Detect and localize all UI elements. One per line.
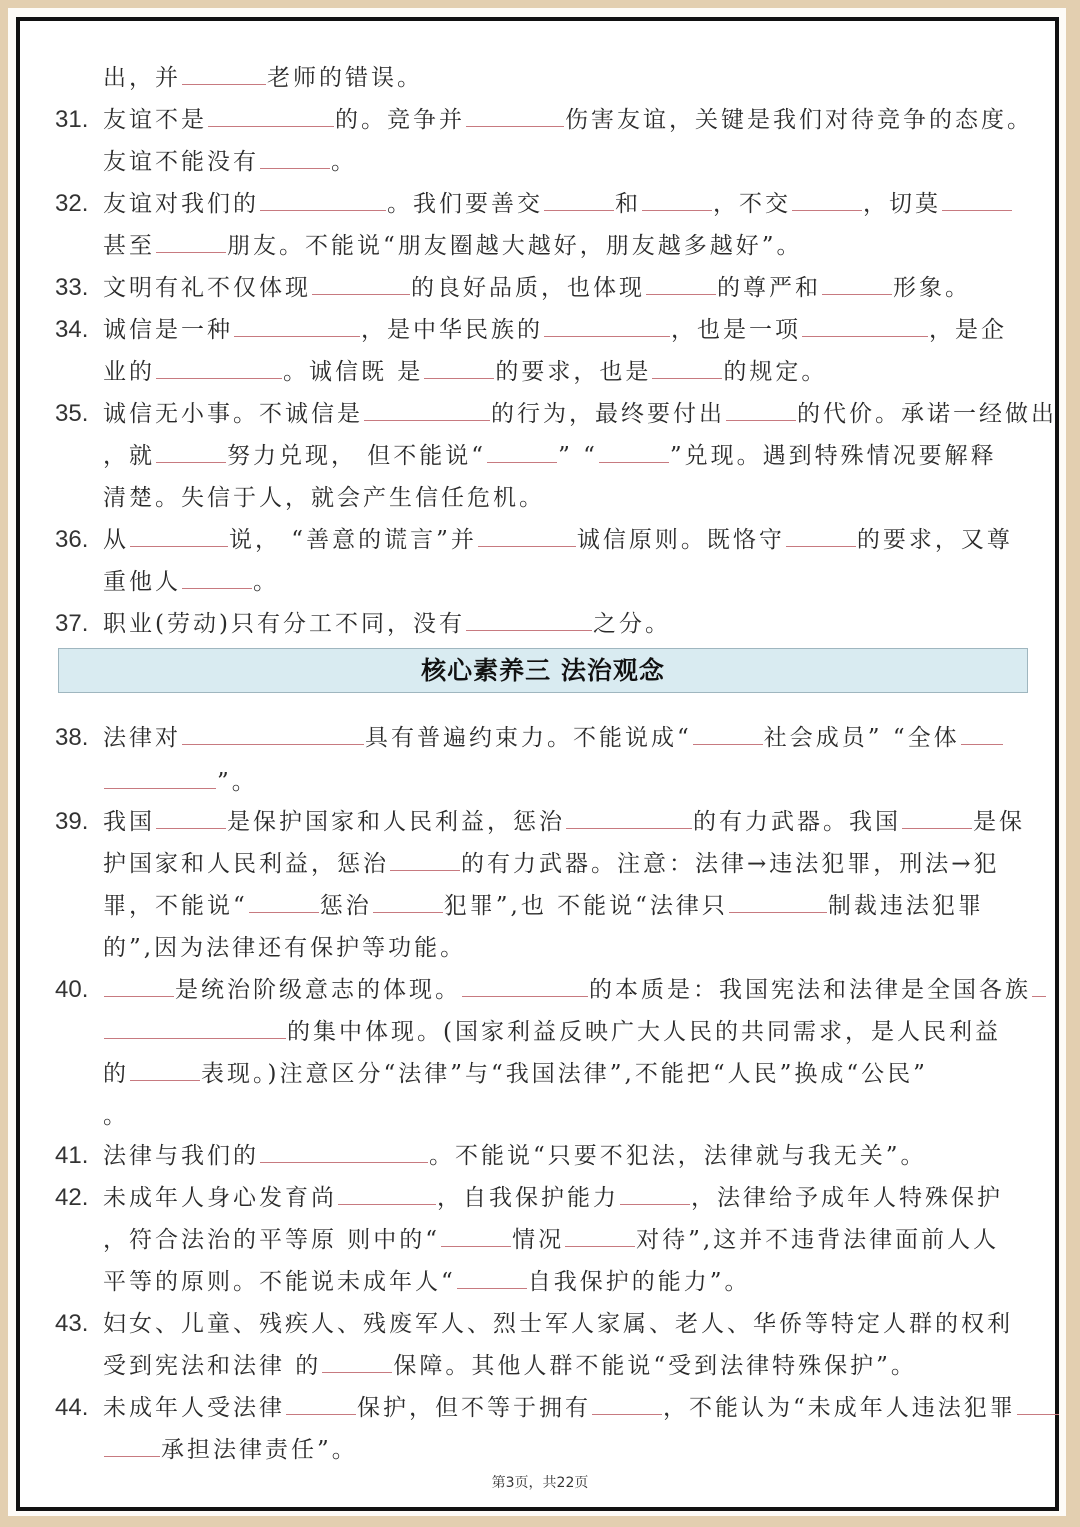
- text-segment: 的代价。承诺一经做出: [797, 401, 1057, 427]
- fill-in-blank[interactable]: [620, 1178, 690, 1205]
- text-segment: 诚信原则。既恪守: [576, 527, 785, 553]
- text-segment: ，也是一项: [671, 317, 801, 343]
- text-segment: 的要求，也是: [495, 359, 652, 385]
- text-segment: 老师的错误。: [267, 65, 423, 91]
- question-text: [103, 1136, 927, 1176]
- text-segment: 对待”,这并不违背法律面前人人: [636, 1227, 1000, 1253]
- question-text: [103, 226, 803, 266]
- text-segment: ，自我保护能力: [437, 1185, 619, 1211]
- question-text: [103, 762, 258, 802]
- text-segment: 朋友。不能说“朋友圈越大越好，朋友越多越好”。: [227, 233, 803, 259]
- text-segment: 的: [103, 1061, 129, 1087]
- question-text: [103, 394, 1057, 434]
- fill-in-blank[interactable]: [693, 718, 763, 745]
- text-segment: ”兑现。遇到特殊情况要解释: [669, 443, 997, 469]
- text-segment: ，不能认为“未成年人违法犯罪: [663, 1395, 1016, 1421]
- fill-in-blank[interactable]: [234, 310, 360, 337]
- text-segment: ，就: [103, 443, 155, 469]
- text-segment: 自我保护的能力”。: [527, 1269, 751, 1295]
- text-segment: 妇女、儿童、残疾人、残废军人、烈士军人家属、老人、华侨等特定人群的权利: [103, 1311, 1013, 1337]
- question-text: [103, 562, 279, 602]
- question-number: 38.: [55, 724, 89, 751]
- text-segment: ” “: [558, 443, 598, 469]
- fill-in-blank[interactable]: [260, 1136, 428, 1163]
- question-text: [103, 928, 466, 968]
- question-text: [103, 886, 984, 926]
- text-segment: 业的: [103, 359, 155, 385]
- question-text: [103, 1012, 1001, 1052]
- question-text: [103, 970, 1047, 1010]
- question-text: [103, 1220, 999, 1260]
- question-number: 35.: [55, 400, 89, 427]
- text-segment: 的规定。: [723, 359, 828, 385]
- question-number: 33.: [55, 274, 89, 301]
- question-number: 44.: [55, 1394, 89, 1421]
- text-segment: 是保护国家和人民利益，惩治: [227, 809, 565, 835]
- text-segment: ，是企: [929, 317, 1007, 343]
- fill-in-blank[interactable]: [156, 226, 226, 253]
- text-segment: 伤害友谊，关键是我们对待竞争的态度。: [565, 107, 1033, 133]
- text-segment: 形象。: [893, 275, 971, 301]
- text-segment: 友谊不是: [103, 107, 207, 133]
- text-segment: 情况: [512, 1227, 565, 1253]
- question-text: [103, 1346, 917, 1386]
- fill-in-blank[interactable]: [156, 352, 282, 379]
- text-segment: 制裁违法犯罪: [827, 893, 984, 919]
- text-segment: 受到宪法和法律 的: [103, 1353, 322, 1379]
- question-text: [103, 1388, 1060, 1428]
- fill-in-blank[interactable]: [104, 970, 174, 997]
- question-text: [103, 844, 1000, 884]
- fill-in-blank[interactable]: [208, 100, 334, 127]
- fill-in-blank[interactable]: [652, 352, 722, 379]
- text-segment: 我国: [103, 809, 155, 835]
- fill-in-blank[interactable]: [566, 802, 692, 829]
- text-segment: ”。: [217, 769, 258, 795]
- fill-in-blank[interactable]: [130, 1054, 200, 1081]
- text-segment: 承担法律责任”。: [161, 1437, 358, 1463]
- text-segment: 法律对: [103, 725, 181, 751]
- fill-in-blank[interactable]: [260, 142, 330, 169]
- text-segment: 未成年人受法律: [103, 1395, 285, 1421]
- question-text: [103, 520, 1013, 560]
- fill-in-blank[interactable]: [1017, 1388, 1059, 1415]
- fill-in-blank[interactable]: [286, 1388, 356, 1415]
- text-segment: 的”,因为法律还有保护等功能。: [103, 935, 467, 961]
- question-text: [103, 58, 423, 98]
- text-segment: 文明有礼不仅体现: [103, 275, 311, 301]
- fill-in-blank[interactable]: [390, 844, 460, 871]
- fill-in-blank[interactable]: [466, 604, 592, 631]
- text-segment: 未成年人身心发育尚: [103, 1185, 337, 1211]
- text-segment: 诚信是一种: [103, 317, 233, 343]
- question-text: [103, 604, 671, 644]
- text-segment: 职业(劳动)只有分工不同，没有: [103, 611, 465, 637]
- text-segment: 犯罪”,也 不能说“法律只: [443, 893, 728, 919]
- text-segment: 的本质是：我国宪法和法律是全国各族: [589, 977, 1031, 1003]
- text-segment: 的尊严和: [717, 275, 821, 301]
- fill-in-blank[interactable]: [802, 310, 928, 337]
- question-text: [103, 802, 1025, 842]
- fill-in-blank[interactable]: [156, 802, 226, 829]
- fill-in-blank[interactable]: [104, 1012, 286, 1039]
- question-text: [103, 100, 1033, 140]
- text-segment: 和: [615, 191, 641, 217]
- fill-in-blank[interactable]: [646, 268, 716, 295]
- fill-in-blank[interactable]: [466, 100, 564, 127]
- fill-in-blank[interactable]: [130, 520, 228, 547]
- text-segment: 平等的原则。不能说未成年人“: [103, 1269, 456, 1295]
- fill-in-blank[interactable]: [364, 394, 490, 421]
- fill-in-blank[interactable]: [312, 268, 410, 295]
- text-segment: 的行为，最终要付出: [491, 401, 725, 427]
- text-segment: 重他人: [103, 569, 181, 595]
- text-segment: 护国家和人民利益，惩治: [103, 851, 389, 877]
- fill-in-blank[interactable]: [726, 394, 796, 421]
- text-segment: 是保: [973, 809, 1025, 835]
- text-segment: 保障。其他人群不能说“受到法律特殊保护”。: [393, 1353, 917, 1379]
- fill-in-blank[interactable]: [457, 1262, 527, 1289]
- text-segment: ，切莫: [863, 191, 941, 217]
- text-segment: 罪，不能说“: [103, 893, 248, 919]
- fill-in-blank[interactable]: [182, 562, 252, 589]
- question-text: [103, 436, 997, 476]
- text-segment: 之分。: [592, 611, 671, 637]
- fill-in-blank[interactable]: [478, 520, 576, 547]
- text-segment: 。: [331, 149, 357, 175]
- fill-in-blank[interactable]: [642, 184, 712, 211]
- question-text: [103, 1096, 129, 1136]
- fill-in-blank[interactable]: [104, 762, 216, 789]
- fill-in-blank[interactable]: [441, 1220, 511, 1247]
- question-text: [103, 1054, 928, 1094]
- text-segment: 。: [103, 1103, 129, 1129]
- fill-in-blank[interactable]: [544, 310, 670, 337]
- text-segment: 。不能说“只要不犯法，法律就与我无关”。: [429, 1143, 927, 1169]
- section-header-law-concept: 核心素养三 法治观念: [58, 648, 1028, 693]
- fill-in-blank[interactable]: [487, 436, 557, 463]
- fill-in-blank[interactable]: [902, 802, 972, 829]
- question-text: [103, 352, 827, 392]
- text-segment: 诚信无小事。不诚信是: [103, 401, 363, 427]
- text-segment: 从: [103, 527, 129, 553]
- text-segment: 的有力武器。我国: [693, 809, 901, 835]
- fill-in-blank[interactable]: [592, 1388, 662, 1415]
- page-number-footer: 第3页，共22页: [491, 1475, 589, 1491]
- text-segment: 社会成员” “全体: [763, 725, 960, 751]
- question-number: 34.: [55, 316, 89, 343]
- fill-in-blank[interactable]: [260, 184, 386, 211]
- question-text: [103, 718, 1004, 758]
- fill-in-blank[interactable]: [729, 886, 827, 913]
- question-number: 31.: [55, 106, 89, 133]
- question-text: [103, 1304, 1013, 1344]
- question-text: [103, 1430, 358, 1470]
- question-text: [103, 142, 357, 182]
- text-segment: 友谊对我们的: [103, 191, 259, 217]
- fill-in-blank[interactable]: [462, 970, 588, 997]
- text-segment: ，不交: [713, 191, 791, 217]
- text-segment: ，是中华民族的: [361, 317, 543, 343]
- text-segment: 。诚信既 是: [283, 359, 424, 385]
- question-number: 32.: [55, 190, 89, 217]
- text-segment: 甚至: [103, 233, 155, 259]
- fill-in-blank[interactable]: [792, 184, 862, 211]
- fill-in-blank[interactable]: [338, 1178, 436, 1205]
- text-segment: 的良好品质，也体现: [411, 275, 645, 301]
- question-number: 43.: [55, 1310, 89, 1337]
- fill-in-blank[interactable]: [322, 1346, 392, 1373]
- question-text: [103, 1178, 1003, 1218]
- text-segment: ，法律给予成年人特殊保护: [691, 1185, 1003, 1211]
- text-segment: 友谊不能没有: [103, 149, 259, 175]
- question-number: 42.: [55, 1184, 89, 1211]
- question-number: 40.: [55, 976, 89, 1003]
- fill-in-blank[interactable]: [942, 184, 1012, 211]
- fill-in-blank[interactable]: [961, 718, 1003, 745]
- text-segment: 。: [253, 569, 279, 595]
- text-segment: 出，并: [103, 65, 181, 91]
- fill-in-blank[interactable]: [424, 352, 494, 379]
- text-segment: 。我们要善交: [387, 191, 543, 217]
- question-number: 41.: [55, 1142, 89, 1169]
- fill-in-blank[interactable]: [182, 58, 266, 85]
- fill-in-blank[interactable]: [104, 1430, 160, 1457]
- fill-in-blank[interactable]: [156, 436, 226, 463]
- fill-in-blank[interactable]: [1032, 970, 1046, 997]
- text-segment: 表现。)注意区分“法律”与“我国法律”,不能把“人民”换成“公民”: [201, 1061, 928, 1087]
- question-number: 37.: [55, 610, 89, 637]
- question-number: 36.: [55, 526, 89, 553]
- text-segment: 具有普遍约束力。不能说成“: [365, 725, 692, 751]
- text-segment: 保护，但不等于拥有: [357, 1395, 591, 1421]
- fill-in-blank[interactable]: [373, 886, 443, 913]
- text-segment: 努力兑现， 但不能说“: [227, 443, 487, 469]
- text-segment: 是统治阶级意志的体现。: [175, 977, 461, 1003]
- text-segment: 的。竞争并: [335, 107, 465, 133]
- question-number: 39.: [55, 808, 89, 835]
- text-segment: 的要求，又尊: [856, 527, 1013, 553]
- text-segment: 说， “善意的谎言”并: [229, 527, 477, 553]
- fill-in-blank[interactable]: [599, 436, 669, 463]
- text-segment: 的集中体现。(国家利益反映广大人民的共同需求，是人民利益: [287, 1019, 1001, 1045]
- question-text: [103, 1262, 751, 1302]
- text-segment: 的有力武器。注意：法律→违法犯罪，刑法→犯: [461, 851, 1000, 877]
- question-text: [103, 268, 971, 308]
- text-segment: 惩治: [319, 893, 372, 919]
- fill-in-blank[interactable]: [822, 268, 892, 295]
- fill-in-blank[interactable]: [565, 1220, 635, 1247]
- fill-in-blank[interactable]: [249, 886, 319, 913]
- question-text: [103, 310, 1007, 350]
- text-segment: ，符合法治的平等原 则中的“: [103, 1227, 441, 1253]
- question-text: [103, 478, 545, 518]
- question-text: [103, 184, 1013, 224]
- fill-in-blank[interactable]: [786, 520, 856, 547]
- fill-in-blank[interactable]: [182, 718, 364, 745]
- fill-in-blank[interactable]: [544, 184, 614, 211]
- text-segment: 法律与我们的: [103, 1143, 259, 1169]
- text-segment: 清楚。失信于人，就会产生信任危机。: [103, 485, 545, 511]
